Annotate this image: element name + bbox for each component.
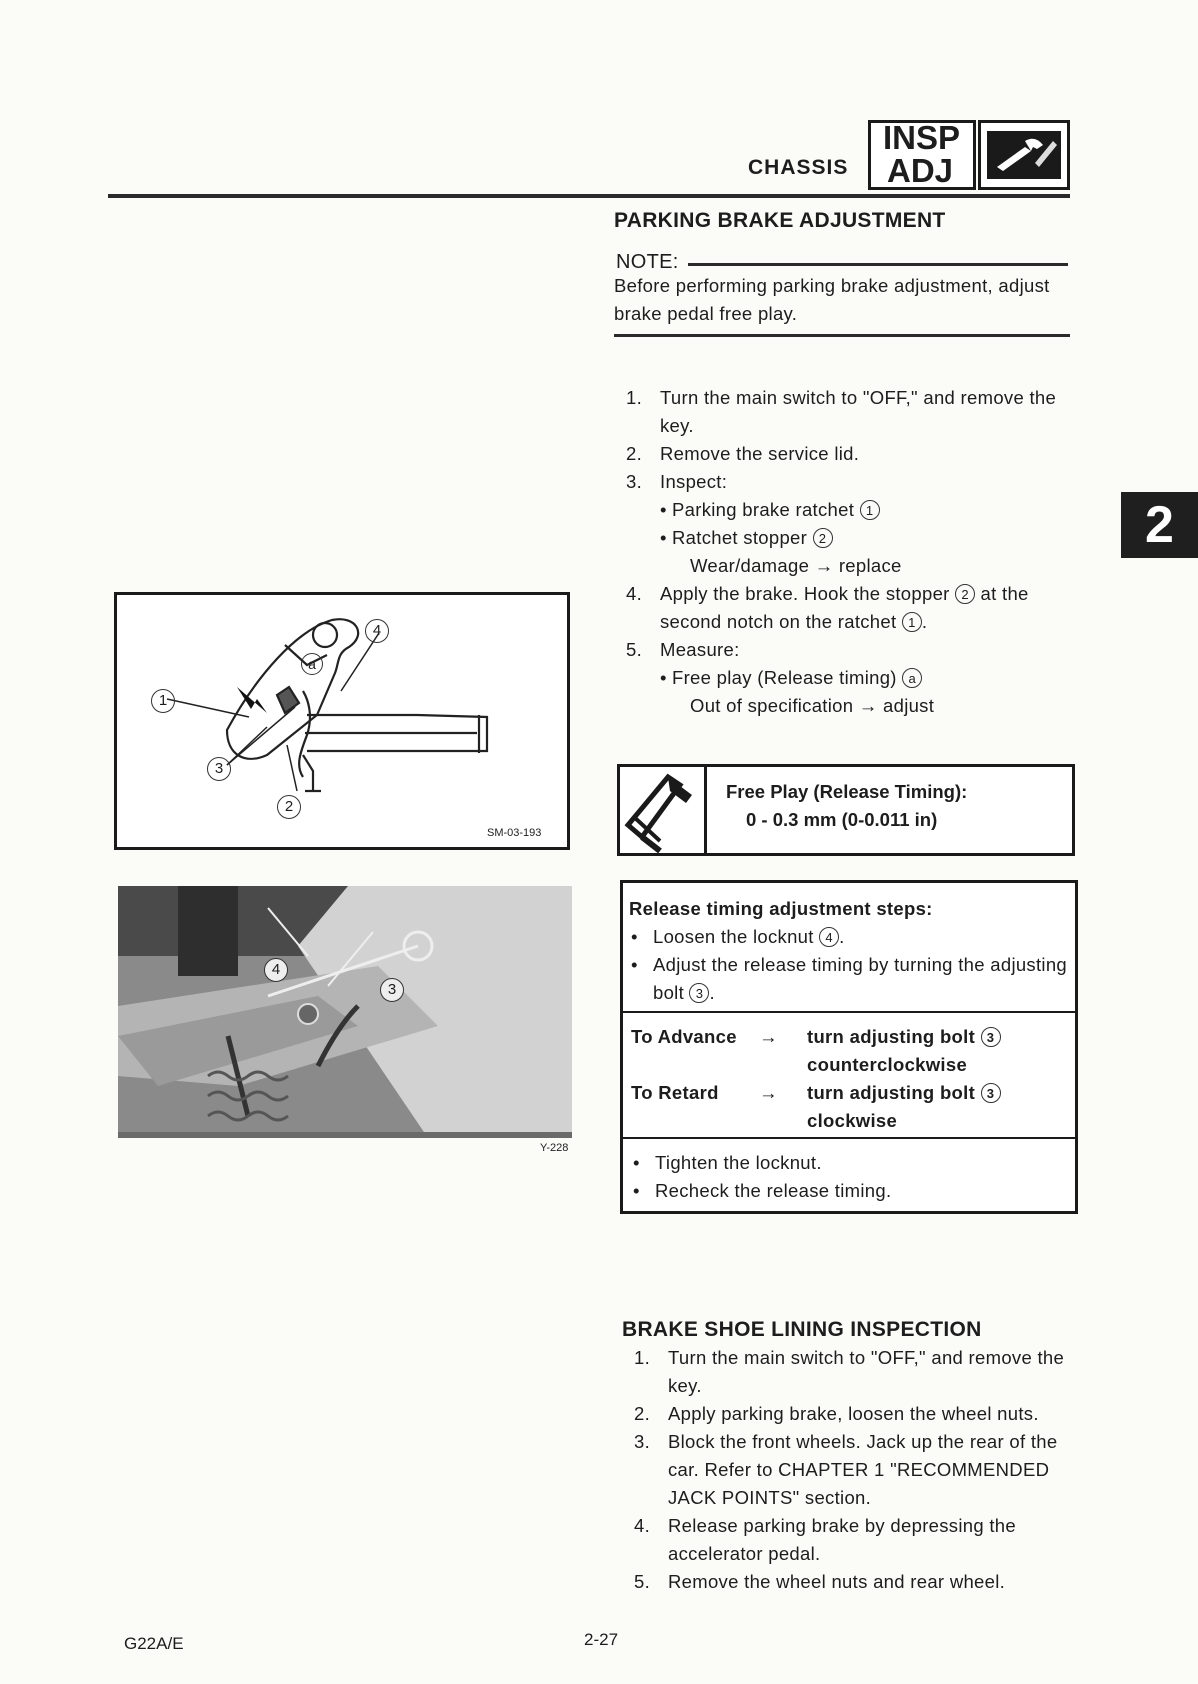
step-number: 1. bbox=[634, 1347, 651, 1368]
shoe-title: BRAKE SHOE LINING INSPECTION bbox=[622, 1318, 982, 1341]
callout-ref: 2 bbox=[955, 584, 975, 604]
ratchet-diagram bbox=[114, 592, 570, 850]
callout-2: 2 bbox=[277, 795, 301, 819]
step-number: 1. bbox=[626, 387, 643, 408]
arrow-icon: → bbox=[759, 1026, 778, 1047]
step-number: 3. bbox=[626, 471, 643, 492]
parking-title: PARKING BRAKE ADJUSTMENT bbox=[614, 209, 946, 232]
item-text: Loosen the locknut bbox=[653, 926, 814, 947]
arrow-icon: → bbox=[759, 1082, 778, 1103]
measure-list bbox=[626, 664, 1072, 720]
photo-callout-4: 4 bbox=[264, 958, 288, 982]
step-text: Release parking brake by depressing the accelerator pedal. bbox=[668, 1515, 1016, 1564]
list-item bbox=[634, 1428, 1074, 1512]
step-text: Turn the main switch to "OFF," and remove the key. bbox=[668, 1347, 1065, 1396]
step-number: 5. bbox=[626, 639, 643, 660]
header-rule bbox=[108, 194, 1070, 198]
parking-steps bbox=[626, 384, 1072, 720]
step-number: 4. bbox=[626, 583, 643, 604]
inspect-result: Wear/damage → replace bbox=[690, 555, 902, 576]
bullet-icon: • bbox=[631, 954, 638, 975]
advance-direction: counterclockwise bbox=[807, 1054, 968, 1075]
spec-title: Free Play (Release Timing): bbox=[726, 781, 968, 802]
advance-action bbox=[807, 1023, 1001, 1051]
adjustment-steps-box bbox=[620, 880, 1078, 1214]
caliper-icon bbox=[620, 767, 707, 853]
bullet-icon: • bbox=[631, 926, 638, 947]
item-text: Recheck the release timing. bbox=[655, 1180, 892, 1201]
footer-model: G22A/E bbox=[124, 1634, 184, 1653]
spec-value: 0 - 0.3 mm (0-0.011 in) bbox=[746, 809, 938, 830]
note-text: Before performing parking brake adjustment, adjust brake pedal free play. bbox=[614, 275, 1050, 324]
shoe-steps bbox=[634, 1344, 1074, 1596]
inspect-list bbox=[626, 496, 1072, 580]
step-number: 2. bbox=[634, 1403, 651, 1424]
list-item bbox=[626, 384, 1072, 440]
step-text: Remove the wheel nuts and rear wheel. bbox=[668, 1571, 1006, 1592]
list-item bbox=[660, 496, 1072, 524]
list-item bbox=[631, 923, 1093, 951]
measure-result: Out of specification → adjust bbox=[690, 695, 935, 716]
step-number: 5. bbox=[634, 1571, 651, 1592]
step-text: Apply parking brake, loosen the wheel nuts. bbox=[668, 1403, 1039, 1424]
box-divider bbox=[623, 1137, 1075, 1139]
wrench-screwdriver-icon bbox=[978, 120, 1070, 190]
callout-ref: 3 bbox=[981, 1027, 1001, 1047]
photo-callout-3: 3 bbox=[380, 978, 404, 1002]
list-item bbox=[634, 1400, 1074, 1428]
shoe-steps-list bbox=[634, 1344, 1074, 1596]
step-number: 4. bbox=[634, 1515, 651, 1536]
bullet-icon: • bbox=[660, 527, 667, 548]
steps-1-3 bbox=[626, 384, 1072, 496]
retard-action bbox=[807, 1079, 1001, 1107]
callout-4: 4 bbox=[365, 619, 389, 643]
item-text: . bbox=[839, 926, 845, 947]
list-item bbox=[634, 1344, 1074, 1400]
list-item bbox=[660, 664, 1072, 692]
bullet-icon: • bbox=[660, 499, 667, 520]
chapter-tab: 2 bbox=[1121, 492, 1198, 558]
callout-ref: 2 bbox=[813, 528, 833, 548]
page-number: 2-27 bbox=[584, 1630, 619, 1649]
callout-a: a bbox=[301, 653, 323, 675]
list-item bbox=[626, 580, 1072, 636]
note-label: NOTE: bbox=[616, 251, 679, 273]
callout-ref: 3 bbox=[689, 983, 709, 1003]
bullet-icon: • bbox=[633, 1152, 640, 1173]
badge-bottom-text: ADJ bbox=[887, 152, 954, 189]
list-item bbox=[626, 636, 1072, 664]
box-divider bbox=[623, 1011, 1075, 1013]
action-text: turn adjusting bolt bbox=[807, 1082, 976, 1103]
list-item bbox=[660, 524, 1072, 552]
item-text: Adjust the release timing by turning the adjusting bolt bbox=[653, 954, 1068, 1003]
callout-ref: 1 bbox=[902, 612, 922, 632]
action-text: turn adjusting bolt bbox=[807, 1026, 976, 1047]
step-text: Inspect: bbox=[660, 471, 728, 492]
list-item bbox=[626, 468, 1072, 496]
item-text: Parking brake ratchet bbox=[672, 499, 855, 520]
advance-label: To Advance bbox=[631, 1026, 737, 1047]
photo-code: Y-228 bbox=[540, 1142, 569, 1154]
adjuster-photo bbox=[118, 886, 572, 1138]
list-item bbox=[633, 1149, 822, 1177]
callout-ref: a bbox=[902, 668, 922, 688]
step-text: at the second notch on the ratchet bbox=[660, 583, 1029, 632]
list-item bbox=[631, 951, 1077, 1007]
bullet-icon: • bbox=[633, 1180, 640, 1201]
item-text: Free play (Release timing) bbox=[672, 667, 897, 688]
note-rule bbox=[688, 263, 1068, 266]
item-text: Tighten the locknut. bbox=[655, 1152, 822, 1173]
retard-label: To Retard bbox=[631, 1082, 719, 1103]
step-number: 2. bbox=[626, 443, 643, 464]
retard-direction: clockwise bbox=[807, 1110, 898, 1131]
insp-adj-badge bbox=[868, 120, 976, 190]
callout-ref: 1 bbox=[860, 500, 880, 520]
step-text: Block the front wheels. Jack up the rear of the car. Refer to CHAPTER 1 "RECOMMENDED JACK POINTS" section. bbox=[668, 1431, 1058, 1508]
step-text: Measure: bbox=[660, 639, 740, 660]
adjust-title: Release timing adjustment steps: bbox=[629, 898, 933, 919]
list-item bbox=[634, 1568, 1074, 1596]
list-item bbox=[633, 1177, 891, 1205]
section-title: CHASSIS bbox=[748, 156, 849, 179]
item-text: . bbox=[709, 982, 715, 1003]
callout-3: 3 bbox=[207, 757, 231, 781]
step-number: 3. bbox=[634, 1431, 651, 1452]
callout-ref: 4 bbox=[819, 927, 839, 947]
step-text: Turn the main switch to "OFF," and remove the key. bbox=[660, 387, 1057, 436]
callout-1: 1 bbox=[151, 689, 175, 713]
spec-box bbox=[617, 764, 1075, 856]
bullet-icon: • bbox=[660, 667, 667, 688]
diagram-code: SM-03-193 bbox=[487, 827, 542, 839]
callout-ref: 3 bbox=[981, 1083, 1001, 1103]
list-item bbox=[634, 1512, 1074, 1568]
step-text: Remove the service lid. bbox=[660, 443, 860, 464]
step-text: . bbox=[921, 611, 928, 632]
list-item bbox=[626, 440, 1072, 468]
item-text: Ratchet stopper bbox=[672, 527, 808, 548]
step-text: Apply the brake. Hook the stopper bbox=[660, 583, 950, 604]
badge-top-text: INSP bbox=[883, 119, 961, 156]
note-end-rule bbox=[614, 334, 1070, 337]
